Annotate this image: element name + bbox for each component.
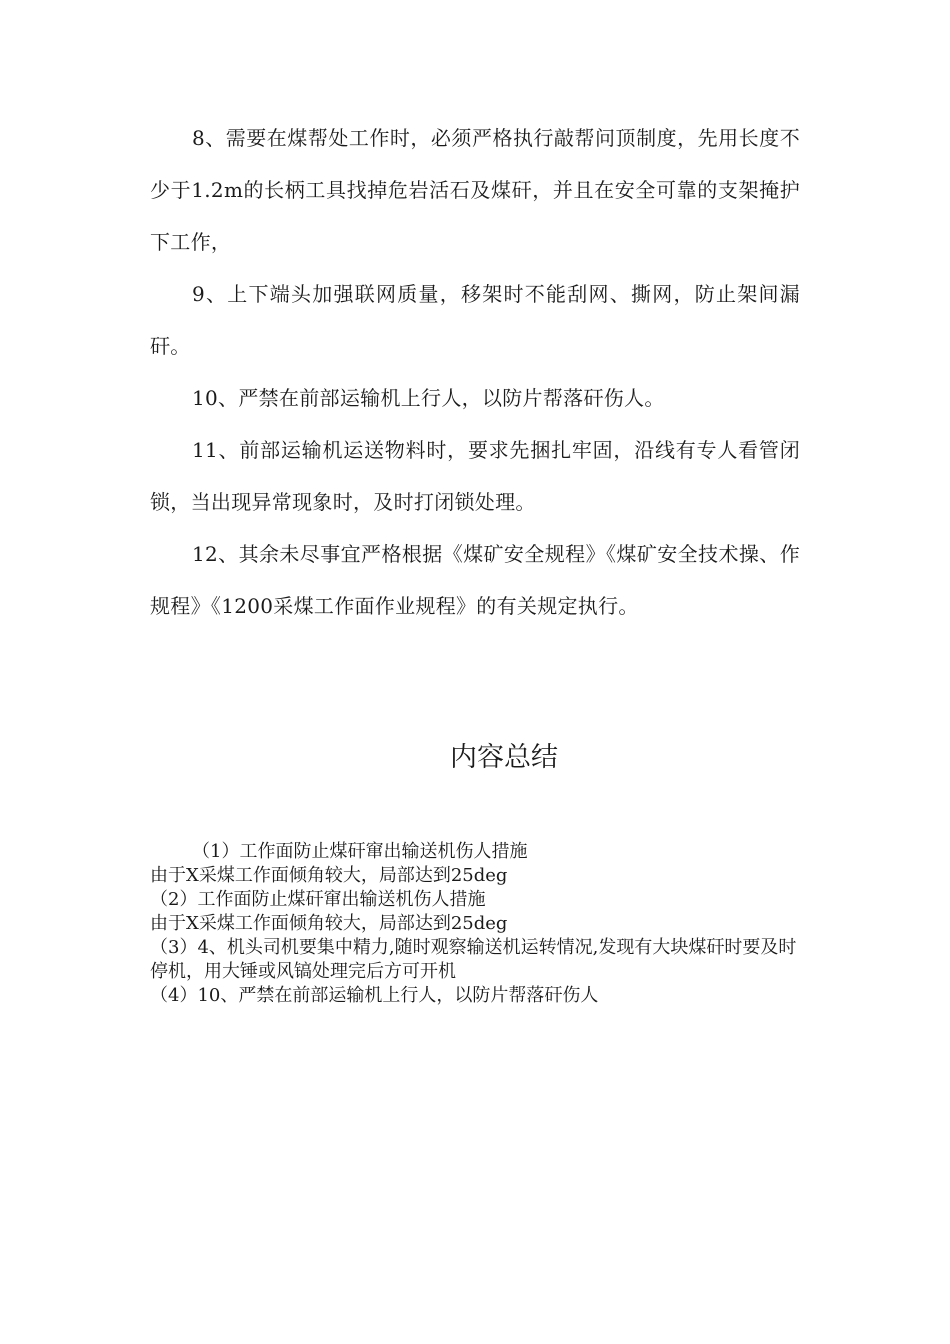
summary-line: （1）工作面防止煤矸窜出输送机伤人措施 xyxy=(192,841,528,862)
summary-line: （4）10、严禁在前部运输机上行人，以防片帮落矸伤人 xyxy=(150,985,599,1006)
summary-line: （3）4、机头司机要集中精力,随时观察输送机运转情况,发现有大块煤矸时要及时停机，用大锤或风镐处理完后方可开机 xyxy=(150,937,797,982)
summary-title: 内容总结 xyxy=(450,742,558,773)
summary-line: 由于X采煤工作面倾角较大，局部达到25deg xyxy=(150,865,508,886)
paragraph-item-10: 10、严禁在前部运输机上行人，以防片帮落矸伤人。 xyxy=(192,386,665,410)
paragraph-item-8: 8、需要在煤帮处工作时，必须严格执行敲帮问顶制度，先用长度不少于1.2m的长柄工具找掉危岩活石及煤矸，并且在安全可靠的支架掩护下工作， xyxy=(150,126,800,254)
summary-line: 由于X采煤工作面倾角较大，局部达到25deg xyxy=(150,913,508,934)
paragraph-item-12: 12、其余未尽事宜严格根据《煤矿安全规程》《煤矿安全技术操、作规程》《1200采煤工作面作业规程》的有关规定执行。 xyxy=(150,542,800,618)
paragraph-item-11: 11、前部运输机运送物料时，要求先捆扎牢固，沿线有专人看管闭锁，当出现异常现象时，及时打闭锁处理。 xyxy=(150,438,800,514)
summary-line: （2）工作面防止煤矸窜出输送机伤人措施 xyxy=(150,889,486,910)
body-text xyxy=(150,112,800,632)
paragraph-item-9: 9、上下端头加强联网质量，移架时不能刮网、撕网，防止架间漏矸。 xyxy=(150,282,800,358)
summary-section xyxy=(150,840,800,1008)
